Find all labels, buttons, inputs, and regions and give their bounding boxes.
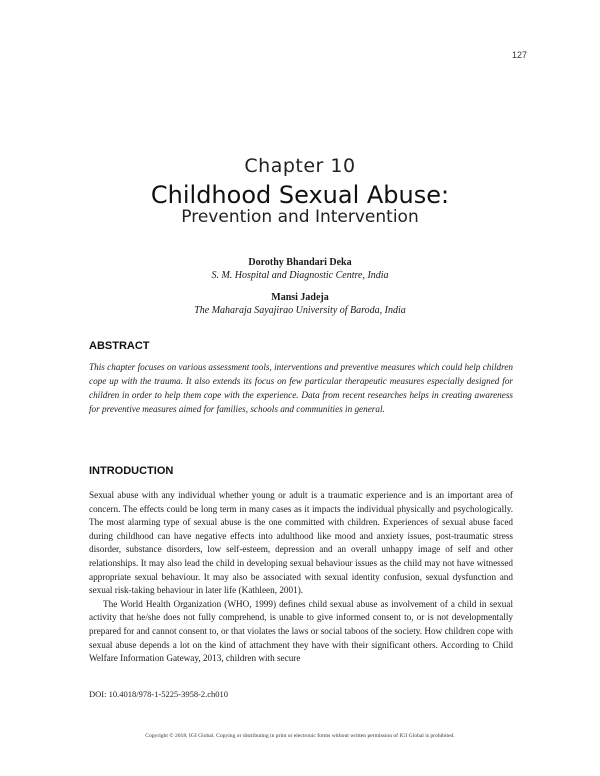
body-paragraph: Sexual abuse with any individual whether young or adult is a traumatic experience and is an important area of concern. The effects could be long term in many cases as it impacts the individual physically and psychologically. The most alarming type of sexual abuse is the one committed with children. Experiences of sexual abuse faced during childhood can have negative effects into adulthood like mood and anxiety issues, post-traumatic stress disorder, substance disorders, low self-esteem, depression and an overall unhappy image of self and other relationships. It may also lead the child in developing sexual behaviour issues as the child may not have witnessed appropriate sexual behaviour. It may also be associated with sexual identity confusion, sexual dysfunction and sexual risk-taking behaviour in later life (Kathleen, 2001). <box>89 490 513 596</box>
author-name: Dorothy Bhandari Deka <box>248 257 352 268</box>
doi: DOI: 10.4018/978-1-5225-3958-2.ch010 <box>89 689 229 699</box>
chapter-title: Childhood Sexual Abuse: <box>150 181 450 209</box>
author-affiliation: The Maharaja Sayajirao University of Baroda, India <box>194 305 406 316</box>
introduction-body <box>89 489 513 666</box>
body-paragraph: The World Health Organization (WHO, 1999) defines child sexual abuse as involvement of a child in sexual activity that he/she does not fully comprehend, is unable to give informed consent to, or is not developmentally prepared for and cannot consent to, or that violates the laws or social taboos of the society. How children cope with sexual abuse depends a lot on the kind of attachment they have with their significant others. According to Child Welfare Information Gateway, 2013, children with secure <box>89 598 513 664</box>
abstract-heading: ABSTRACT <box>89 340 150 352</box>
abstract-text: This chapter focuses on various assessment tools, interventions and preventive measures which could help children cope up with the trauma. It also extends its focus on few particular therapeutic measures especially designed for children in order to help them cope with the experience. Data from recent researches helps in creating awareness for preventive measures aimed for families, schools and communities in general. <box>89 362 513 414</box>
author-block <box>0 291 600 317</box>
author-affiliation: S. M. Hospital and Diagnostic Centre, India <box>211 270 389 281</box>
copyright-notice: Copyright © 2018, IGI Global. Copying or distributing in print or electronic forms without written permission of IGI Global is prohibited. <box>145 733 455 739</box>
author-name: Mansi Jadeja <box>271 292 329 303</box>
chapter-label: Chapter 10 <box>244 155 356 177</box>
chapter-subtitle: Prevention and Intervention <box>181 207 419 227</box>
author-block <box>0 256 600 282</box>
page-number: 127 <box>511 50 527 60</box>
introduction-heading: INTRODUCTION <box>89 465 174 477</box>
